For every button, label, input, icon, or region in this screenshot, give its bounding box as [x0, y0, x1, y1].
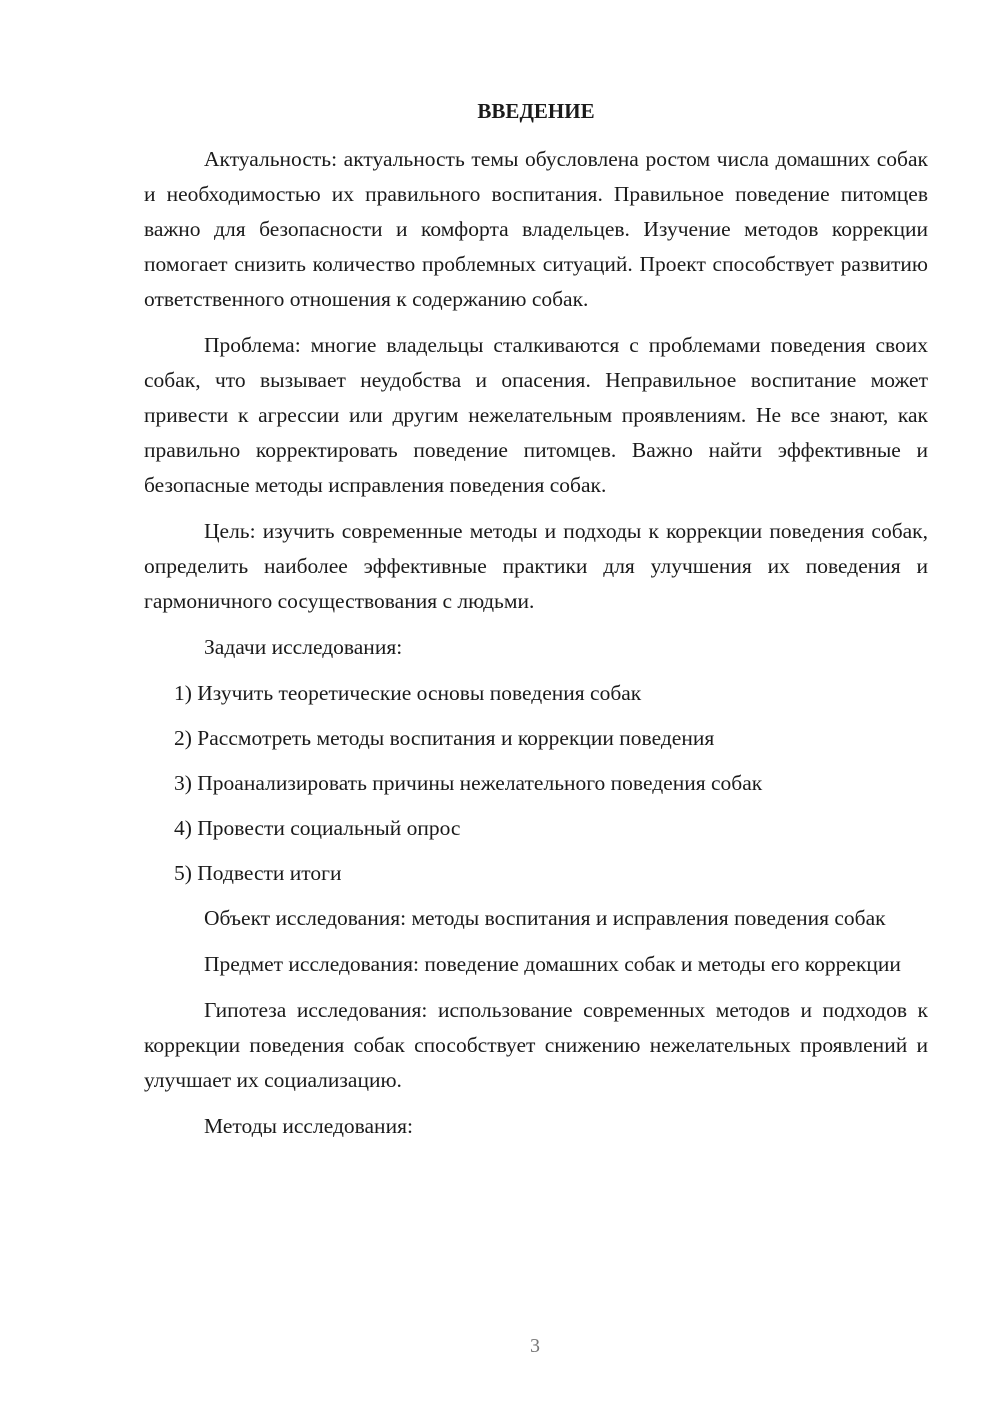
- tasks-list: [144, 676, 928, 891]
- paragraph-problem: Проблема: многие владельцы сталкиваются с проблемами поведения своих собак, что вызывает неудобства и опасения. Неправильное воспитание может привести к агрессии или другим нежелательным проявлениям. Не все знают, как правильно корректировать поведение питомцев. Важно найти эффективные и безопасные методы исправления поведения собак.: [144, 333, 928, 497]
- list-item: 1) Изучить теоретические основы поведения собак: [174, 681, 642, 705]
- paragraph-hypothesis: Гипотеза исследования: использование современных методов и подходов к коррекции поведения собак способствует снижению нежелательных проявлений и улучшает их социализацию.: [144, 998, 928, 1092]
- paragraph-relevance: Актуальность: актуальность темы обусловлена ростом числа домашних собак и необходимостью их правильного воспитания. Правильное поведение питомцев важно для безопасности и комфорта владельцев. Изучение методов коррекции помогает снизить количество проблемных ситуаций. Проект способствует развитию ответственного отношения к содержанию собак.: [144, 147, 928, 311]
- paragraph-goal: Цель: изучить современные методы и подходы к коррекции поведения собак, определить наиболее эффективные практики для улучшения их поведения и гармоничного сосуществования с людьми.: [144, 519, 928, 613]
- list-item: 3) Проанализировать причины нежелательного поведения собак: [174, 771, 763, 795]
- list-item: 2) Рассмотреть методы воспитания и коррекции поведения: [174, 726, 715, 750]
- tasks-heading: Задачи исследования:: [204, 635, 403, 659]
- methods-heading: Методы исследования:: [204, 1114, 413, 1138]
- page-number: 3: [530, 1335, 540, 1357]
- list-item: 4) Провести социальный опрос: [174, 816, 461, 840]
- page-title: ВВЕДЕНИЕ: [477, 99, 595, 123]
- page-content: [144, 94, 928, 1144]
- paragraph-subject: Предмет исследования: поведение домашних собак и методы его коррекции: [204, 952, 901, 976]
- list-item: 5) Подвести итоги: [174, 861, 342, 885]
- paragraph-object: Объект исследования: методы воспитания и исправления поведения собак: [204, 906, 886, 930]
